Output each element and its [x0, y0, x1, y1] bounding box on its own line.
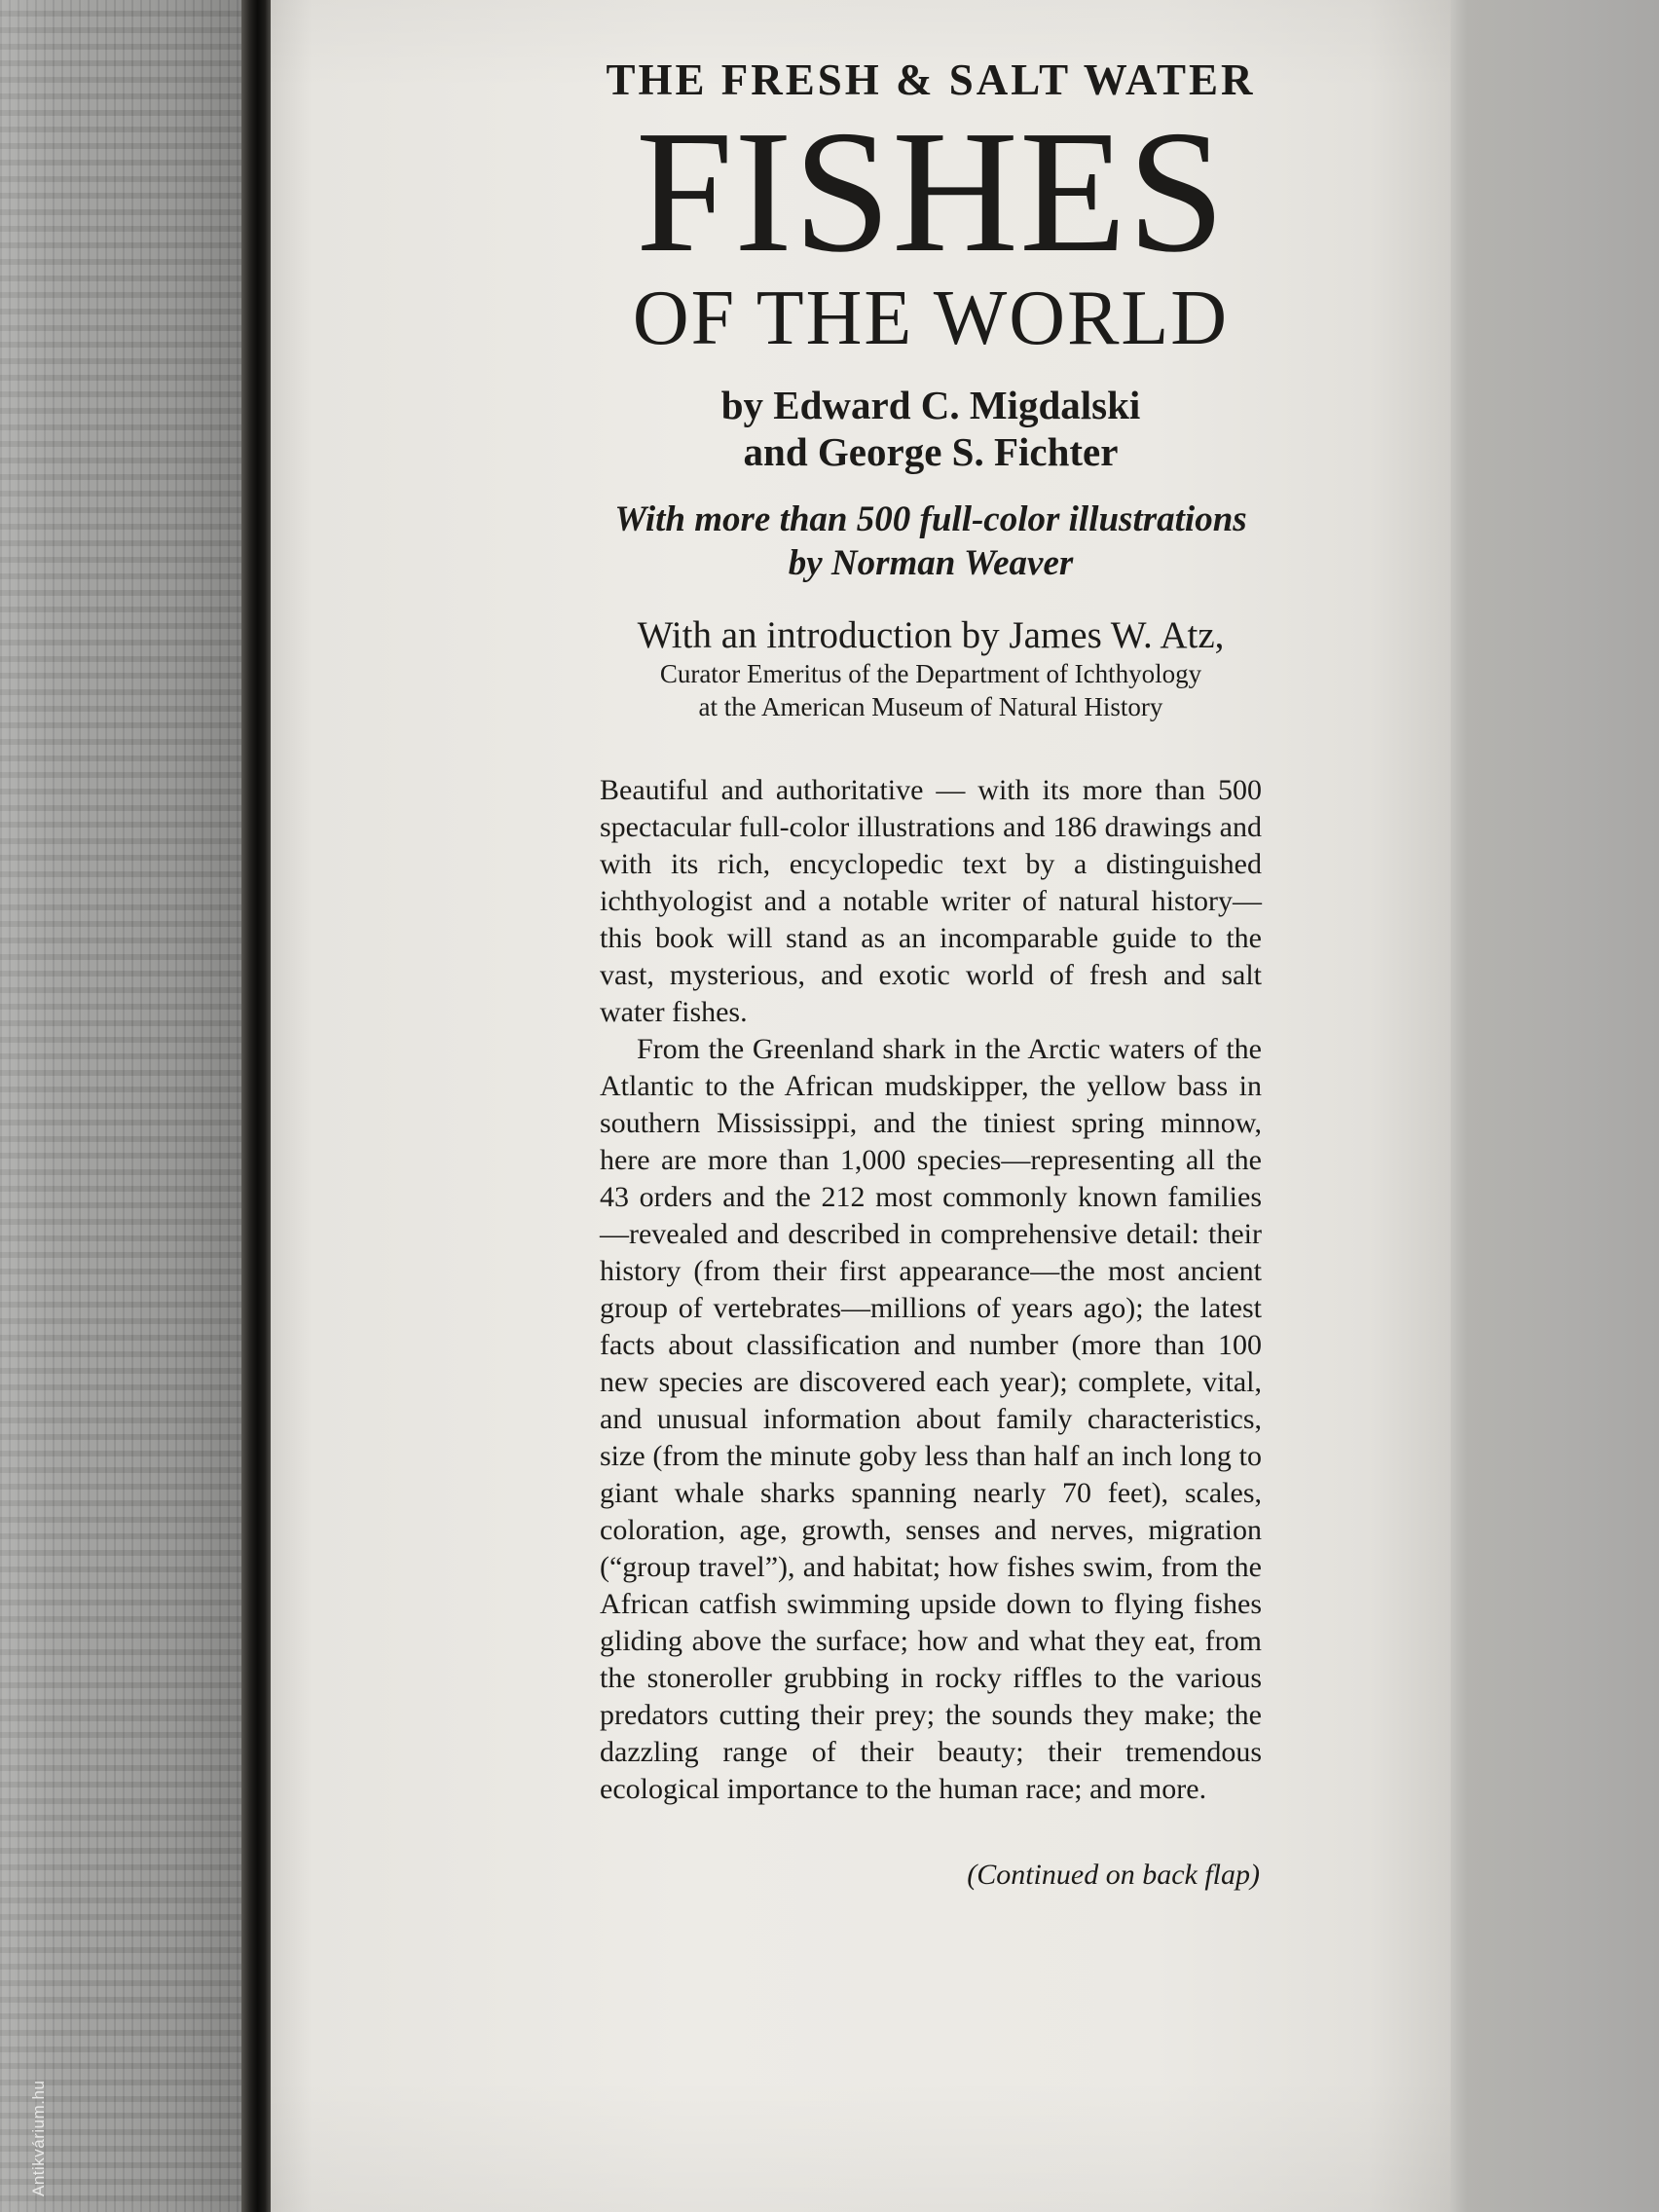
- book-board-edge: [0, 0, 241, 2212]
- book-overtitle: THE FRESH & SALT WATER: [606, 55, 1256, 104]
- author-line-1: by Edward C. Migdalski: [720, 383, 1141, 428]
- title-block: [600, 56, 1262, 723]
- spine-shadow: [241, 0, 271, 2212]
- right-page-edge: [1451, 0, 1659, 2212]
- book-subtitle: OF THE WORLD: [632, 276, 1230, 362]
- author-line-2: and George S. Fichter: [743, 428, 1119, 474]
- illustration-credit-line-2: by Norman Weaver: [788, 542, 1074, 583]
- flap-paragraph-2: From the Greenland shark in the Arctic waters of the Atlantic to the African mudskipper, the yellow bass in southern Mississippi, and the tiniest spring minnow, here are more than 1,000 species—representing all the 43 orders and the 212 most commonly known families—revealed and described in comprehensive detail: their history (from their first appearance—the most ancient group of vertebrates—millions of years ago); the latest facts about classification and number (more than 100 new species are discovered each year); complete, vital, and unusual information about family characteristics, size (from the minute goby less than half an inch long to giant whale sharks spanning nearly 70 feet), scales, coloration, age, growth, senses and nerves, migration (“group travel”), and habitat; how fishes swim, from the African catfish swimming upside down to flying fishes gliding above the surface; how and what they eat, from the stoneroller grubbing in rocky riffles to the various predators cutting their prey; the sounds they make; the dazzling range of their beauty; their tremendous ecological importance to the human race; and more.: [600, 1033, 1262, 1806]
- flap-content-column: [600, 0, 1262, 1892]
- illustration-credit: [600, 498, 1262, 585]
- introduction-detail-line-1: Curator Emeritus of the Department of Ichthyology: [659, 658, 1202, 688]
- watermark-text: Antikvárium.hu: [29, 2080, 48, 2196]
- introduction-credit: With an introduction by James W. Atz,: [637, 613, 1225, 656]
- flap-paragraph-1: Beautiful and authoritative — with its more than 500 spectacular full-color illustrations and 186 drawings and with its rich, encyclopedic text by a distinguished ichthyologist and a notable writer of natural history—this book will stand as an incomparable guide to the vast, mysterious, and exotic world of fresh and salt water fishes.: [600, 774, 1262, 1029]
- book-title: FISHES: [635, 93, 1227, 288]
- illustration-credit-line-1: With more than 500 full-color illustrations: [614, 499, 1247, 540]
- continued-note: (Continued on back flap): [967, 1859, 1260, 1892]
- introduction-detail-line-2: at the American Museum of Natural History: [698, 691, 1163, 721]
- author-byline: [600, 383, 1262, 475]
- jacket-flap-page: [271, 0, 1451, 2212]
- flap-body-text: [600, 772, 1262, 1808]
